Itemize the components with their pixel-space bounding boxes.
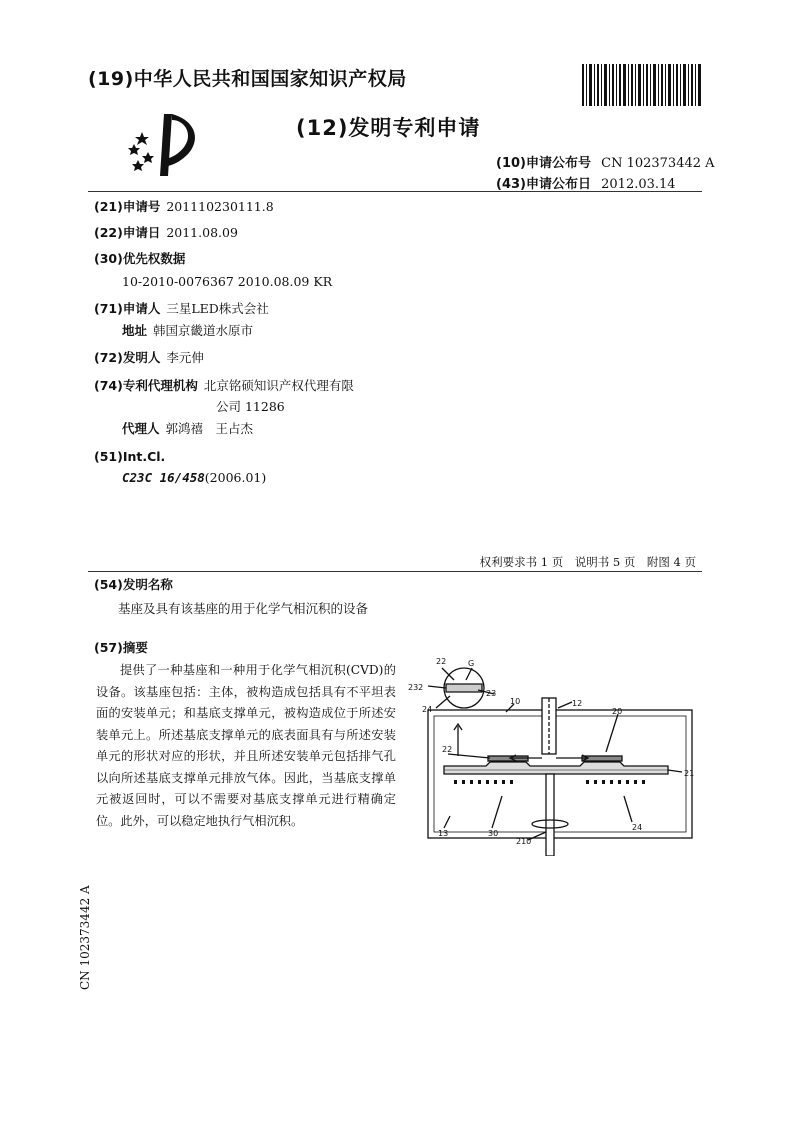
address: 韩国京畿道水原市 (153, 323, 254, 338)
applicant-row (94, 301, 269, 317)
figure-label: 30 (488, 829, 499, 838)
address-label: 地址 (122, 323, 148, 338)
applicant-label: (71)申请人 (94, 301, 161, 316)
application-number-label: (21)申请号 (94, 199, 161, 214)
agent-label: 代理人 (122, 421, 160, 436)
figure-label: 12 (572, 699, 583, 708)
intcl-row (122, 470, 266, 486)
figure-label: 13 (438, 829, 449, 838)
agent: 郭鸿禧 王占杰 (165, 421, 254, 436)
publication-date-label: (43)申请公布日 (496, 177, 591, 192)
filing-date-label: (22)申请日 (94, 225, 161, 240)
priority-label: (30)优先权数据 (94, 251, 186, 266)
intcl-version: (2006.01) (204, 470, 267, 485)
sipo-emblem-icon (128, 110, 206, 176)
filing-date-row (94, 225, 238, 241)
agency-continued: 公司 11286 (216, 399, 285, 414)
header-divider (88, 191, 702, 192)
page-counts: 权利要求书 1 页 说明书 5 页 附图 4 页 (479, 555, 696, 569)
intcl-code: C23C 16/458 (122, 470, 205, 485)
figure-label: 24 (632, 823, 643, 832)
figure-label: 232 (408, 683, 424, 692)
inventor-label: (72)发明人 (94, 350, 161, 365)
publication-date: 2012.03.14 (601, 177, 676, 192)
office-name: (19)中华人民共和国国家知识产权局 (88, 68, 407, 90)
document-type: (12)发明专利申请 (296, 116, 481, 140)
publication-number-label: (10)申请公布号 (496, 156, 591, 171)
agency: 北京铭硕知识产权代理有限 (203, 378, 354, 393)
address-row (122, 323, 253, 339)
figure-label: 210 (516, 837, 532, 846)
agent-row (122, 421, 253, 437)
figure-label: 23 (486, 689, 497, 698)
section-divider (88, 571, 702, 572)
figure-label: 10 (510, 697, 521, 706)
agency-label: (74)专利代理机构 (94, 378, 198, 393)
inventor: 李元伸 (166, 350, 204, 365)
applicant: 三星LED株式会社 (166, 301, 269, 316)
abstract-label: (57)摘要 (94, 640, 148, 655)
figure-label: 20 (612, 707, 623, 716)
publication-number-row (496, 152, 715, 171)
invention-title-label: (54)发明名称 (94, 577, 173, 592)
inventor-row (94, 350, 204, 366)
application-number: 201110230111.8 (166, 199, 274, 214)
cvd-apparatus-figure (406, 656, 706, 856)
invention-title: 基座及具有该基座的用于化学气相沉积的设备 (118, 601, 369, 616)
abstract-text: 提供了一种基座和一种用于化学气相沉积(CVD)的设备。该基座包括：主体，被构造成包括具有不平坦表面的安装单元；和基底支撑单元，被构造成位于所述安装单元上。所述基底支撑单元的底表面具有与所述安装单元的形状对应的形状，并且所述安装单元包括排气孔以向所述基底支撑单元排放气体。因此，当基底支撑单元被返回时，可以不需要对基底支撑单元进行精确定位。此外，可以稳定地执行气相沉积。 (96, 663, 396, 828)
figure-label: 21 (684, 769, 695, 778)
priority-data: 10-2010-0076367 2010.08.09 KR (122, 274, 333, 289)
publication-number: CN 102373442 A (601, 156, 715, 171)
figure-label: 22 (442, 745, 453, 754)
figure-label: 22 (436, 657, 447, 666)
figure-label: 24 (422, 705, 433, 714)
publication-date-row (496, 173, 676, 192)
agency-row (94, 378, 354, 394)
application-number-row (94, 199, 274, 215)
side-publication-number: CN 102373442 A (78, 885, 92, 990)
intcl-label: (51)Int.Cl. (94, 449, 166, 464)
filing-date: 2011.08.09 (166, 225, 238, 240)
figure-label: G (468, 659, 475, 668)
barcode (582, 64, 702, 106)
